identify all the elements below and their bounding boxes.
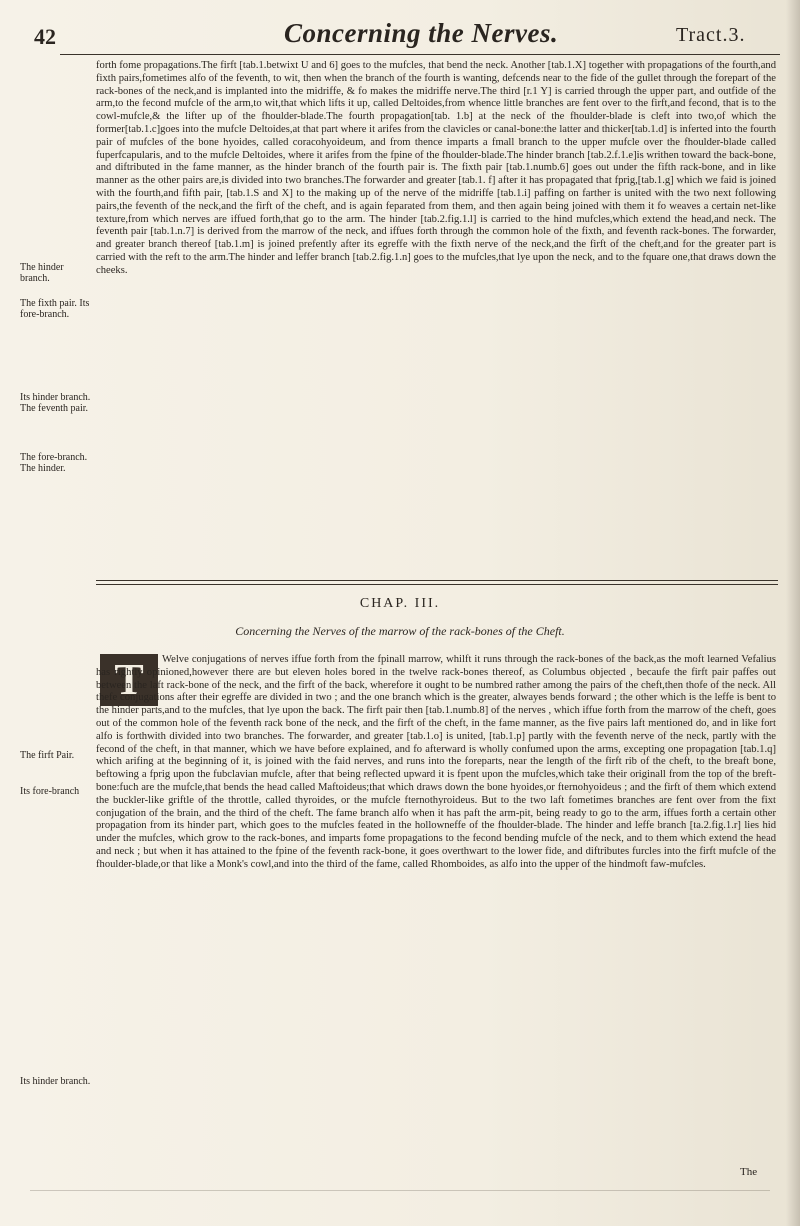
catchword: The [740, 1166, 758, 1178]
ornamental-initial: T [100, 654, 158, 706]
running-head [24, 14, 784, 54]
margin-note: The hinder branch. [20, 262, 64, 284]
margin-note: The fixth pair. Its fore-branch. [20, 298, 90, 320]
margin-note: Its hinder branch. [20, 1076, 91, 1087]
chapter-title: CHAP. III. [359, 596, 441, 611]
margin-note: The firft Pair. [20, 750, 75, 761]
page-number: 42 [34, 24, 56, 49]
tract-label: Tract.3. [676, 24, 746, 46]
chapter-rule [96, 580, 778, 581]
page-fold [30, 1190, 770, 1191]
margin-note: Its fore-branch [20, 786, 80, 797]
section-text: forth fome propagations.The firft [tab.1.betwixt U and 6] goes to the mufcles, that bend the neck. Another [tab.1.X] together with propagations of the fourth,and fixth pairs,fometimes alfo of the feventh, to wit, then when the branch of the fourth is wanting, defcends near to the fide of the gullet through the forepart of the rack-bones of the neck,and is implanted into the midriffe, & fo makes the midriffe nerve.The third [r.1 Y] is carried through the upper part, and outfide of the arm,to the fecond mufcle of the arm,to wit,that which lifts it up, called Deltoides,from whence little branches are fent over to the firft,and fecond, that is to the cowl-mufcle,& the lifter up of the fhoulder-blade.The fourth propagation[tab. 1.b] at the neck of the fhoulder-blade is cleft into two,of which the former[tab.1.c]goes into the mufcle Deltoides,at that part where it arifes from the clavicles or canal-bone:the latter and thicker[tab.1.d] is inferted into the fourth pair of mufcles of the bone hyoides, called coracohyoideum, and from thence imparts a fmall branch to the upper mufcle over the fhoulder-blade called fuperfcapularis, and to the mufcle Deltoides, where it arifes from the fpine of the fhoulder-blade.The hinder branch [tab.2.f.1.e]is writhen toward the back-bone, and diftributed in the fame manner, as the hinder branch of the fourth pair is. The fixth pair [tab.1.numb.6] goes out under the fifth rack-bone, and in like manner as the other pairs are,is divided into two branches.The forwarder and greater [tab.1. f] after it has propagated that fprig,[tab.1.g] which we faid is joined with the fourth,and fifth pair, [tab.1.S and X] to the making up of the nerve of the midriffe [tab.1.i] paffing on farther is united with the two next following pairs,the feventh of the neck,and the firft of the cheft, and is again feparated from them, and then again being joined with them it fo weaves a certain net-like texture,from which nerves are iffued forth,that go to the arm. The hinder [tab.2.fig.1.l] is carried to the hind mufcles,which extend the head,and neck. The feventh pair [tab.1.n.7] is derived from the marrow of the neck, and iffues forth through the common hole of the fixth, and feventh rack-bones. The forwarder, and greater branch thereof [tab.1.m] is joined prefently after its egreffe with the fixth nerve of the neck,and the firft of the cheft,and for the greater part is carried with the reft to the arm.The hinder and leffer branch [tab.2.fig.1.n] goes to the mufcles,that lye upon the neck, and to the fquare one,that draws down the cheeks. [96, 60, 776, 276]
chapter-subtitle: Concerning the Nerves of the marrow of the rack-bones of the Cheft. [235, 624, 565, 638]
chapter-rule [96, 584, 778, 585]
chapter-text: Welve conjugations of nerves iffue forth from the fpinall marrow, whilft it runs through the rack-bones of the back,as the moft learned Vefalius has rightly opinioned,however there are but eleven holes bored in the twelve rack-bones thereof, as Columbus objected , becaufe the firft pair paffes out between the laft rack-bone of the neck, and the firft of the back, wherefore it ought to be numbred rather among the pairs of the cheft,then thofe of the neck. All thefe conjugations after their egreffe are divided in two ; and the one branch which is the greater, alwayes bends forward ; the other which is the leffe is bent to the hinder parts,and to the mufcles, that lye upon the back. The firft pair then [tab.1.numb.8] of the nerves , which iffue forth from the marrow of the cheft, goes out of the common hole of the feventh rack bone of the neck, and the firft of the cheft, in the fame manner, as the five pairs laft mentioned do, and in like fort alfo is forthwith divided into two branches. The forwarder, and greater [tab.1.o] is united, [tab.1.p] partly with the feventh nerve of the neck, partly with the fecond of the cheft, in that manner, which we have before explained, and fo afterward is wholly confumed upon the arms, excepting one propagation [tab.1.q] which arifing at the beginning of it, is joined with the faid nerves, and runs into the foreparts, near the length of the firft rib of the cheft, to the breaft bone, beftowing a fprig upon the fubclavian mufcle, after that being reflected upward it is fpent upon the mufcles,which take their originall from the top of the breft-bone:fuch are the mufcle,that bends the head called Maftoideus;that which draws down the bone hyoides,or fternohyoideus ; and the firft of them which extend the buckler-like griftle of the throttle, called thyroides, or the mufcle fternothyroideus. But to the two laft fometimes branches are fent over from the fixt conjugation of the brain, and the third of the cheft. The fame branch alfo when it has paft the arm-pit, being ready to go to the arm, iffues forth a certain other propagation from its hinder part, which goes to the mufcles feated in the hollowneffe of the fhoulder-blade. The hinder and leffe branch [ta.2.fig.1.r] lies hid under the mufcles, which grow to the rack-bones, and imparts fome propagations to the fecond bending mufcle of the neck, and to them which extend the head and neck ; but when it has attained to the fpine of the feventh rack-bone, it goes overthwart to the lower fide, and diftributes furcles into the firft mufcle of the fhoulder-blade,or that like a Monk's cowl,and into the third of the fame, called Rhomboides, as alfo into the upper of the hindmoft faw-mufcles. [96, 654, 776, 870]
page-spine-shadow [786, 0, 800, 1226]
margin-note: The fore-branch. The hinder. [20, 452, 88, 474]
header-rule [60, 54, 780, 55]
margin-note: Its hinder branch. The feventh pair. [20, 392, 91, 414]
page-title: Concerning the Nerves. [284, 18, 559, 48]
